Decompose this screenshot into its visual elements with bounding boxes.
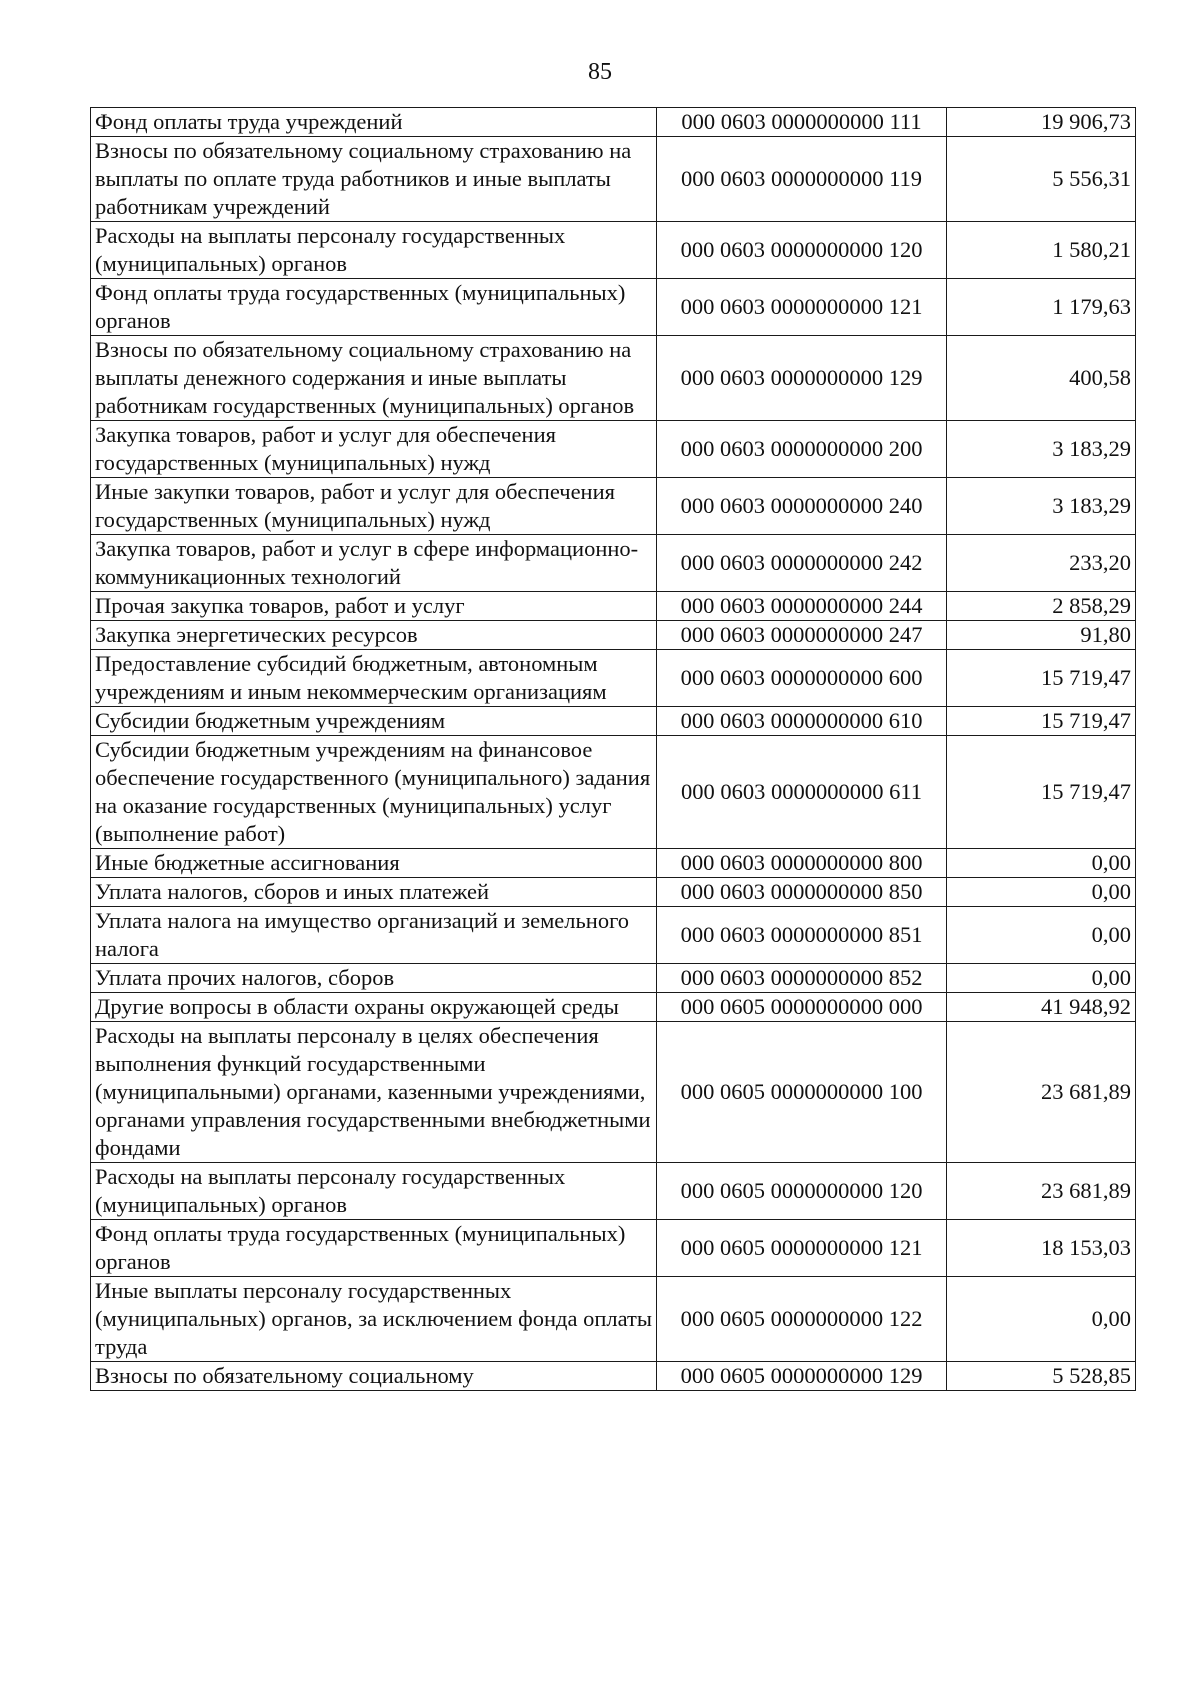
table-row <box>91 108 1136 137</box>
amount-cell: 233,20 <box>947 535 1136 592</box>
amount-cell: 5 528,85 <box>947 1362 1136 1391</box>
budget-table-body <box>91 108 1136 1391</box>
expense-name-cell: Другие вопросы в области охраны окружающей среды <box>91 993 657 1022</box>
table-row <box>91 336 1136 421</box>
expense-name-cell: Фонд оплаты труда учреждений <box>91 108 657 137</box>
table-row <box>91 222 1136 279</box>
amount-cell: 91,80 <box>947 621 1136 650</box>
table-row <box>91 137 1136 222</box>
budget-code-cell: 000 0603 0000000000 129 <box>657 336 947 421</box>
amount-cell: 15 719,47 <box>947 707 1136 736</box>
amount-cell: 23 681,89 <box>947 1022 1136 1163</box>
amount-cell: 5 556,31 <box>947 137 1136 222</box>
expense-name-cell: Уплата прочих налогов, сборов <box>91 964 657 993</box>
table-row <box>91 621 1136 650</box>
table-row <box>91 1163 1136 1220</box>
amount-cell: 19 906,73 <box>947 108 1136 137</box>
expense-name-cell: Закупка энергетических ресурсов <box>91 621 657 650</box>
expense-name-cell: Иные выплаты персоналу государственных (муниципальных) органов, за исключением фонда оплаты труда <box>91 1277 657 1362</box>
budget-code-cell: 000 0603 0000000000 852 <box>657 964 947 993</box>
expense-name-cell: Фонд оплаты труда государственных (муниципальных) органов <box>91 1220 657 1277</box>
amount-cell: 1 179,63 <box>947 279 1136 336</box>
budget-code-cell: 000 0603 0000000000 200 <box>657 421 947 478</box>
expense-name-cell: Расходы на выплаты персоналу государственных (муниципальных) органов <box>91 222 657 279</box>
table-row <box>91 592 1136 621</box>
amount-cell: 18 153,03 <box>947 1220 1136 1277</box>
budget-code-cell: 000 0605 0000000000 000 <box>657 993 947 1022</box>
budget-code-cell: 000 0603 0000000000 240 <box>657 478 947 535</box>
amount-cell: 23 681,89 <box>947 1163 1136 1220</box>
table-row <box>91 421 1136 478</box>
budget-code-cell: 000 0605 0000000000 122 <box>657 1277 947 1362</box>
budget-code-cell: 000 0603 0000000000 119 <box>657 137 947 222</box>
expense-name-cell: Закупка товаров, работ и услуг для обеспечения государственных (муниципальных) нужд <box>91 421 657 478</box>
amount-cell: 15 719,47 <box>947 736 1136 849</box>
amount-cell: 2 858,29 <box>947 592 1136 621</box>
amount-cell: 1 580,21 <box>947 222 1136 279</box>
expense-name-cell: Взносы по обязательному социальному страхованию на выплаты денежного содержания и иные выплаты работникам государственных (муниципальных) органов <box>91 336 657 421</box>
budget-code-cell: 000 0603 0000000000 851 <box>657 907 947 964</box>
budget-code-cell: 000 0605 0000000000 100 <box>657 1022 947 1163</box>
table-row <box>91 535 1136 592</box>
budget-code-cell: 000 0603 0000000000 244 <box>657 592 947 621</box>
table-row <box>91 878 1136 907</box>
table-row <box>91 650 1136 707</box>
table-row <box>91 478 1136 535</box>
expense-name-cell: Прочая закупка товаров, работ и услуг <box>91 592 657 621</box>
amount-cell: 3 183,29 <box>947 478 1136 535</box>
expense-name-cell: Предоставление субсидий бюджетным, автономным учреждениям и иным некоммерческим организациям <box>91 650 657 707</box>
budget-code-cell: 000 0603 0000000000 121 <box>657 279 947 336</box>
table-row <box>91 1362 1136 1391</box>
budget-code-cell: 000 0603 0000000000 610 <box>657 707 947 736</box>
expense-name-cell: Уплата налога на имущество организаций и земельного налога <box>91 907 657 964</box>
budget-code-cell: 000 0603 0000000000 120 <box>657 222 947 279</box>
amount-cell: 3 183,29 <box>947 421 1136 478</box>
table-row <box>91 279 1136 336</box>
amount-cell: 15 719,47 <box>947 650 1136 707</box>
table-row <box>91 707 1136 736</box>
expense-name-cell: Закупка товаров, работ и услуг в сфере информационно-коммуникационных технологий <box>91 535 657 592</box>
table-row <box>91 907 1136 964</box>
budget-code-cell: 000 0605 0000000000 120 <box>657 1163 947 1220</box>
budget-table <box>90 107 1136 1391</box>
table-row <box>91 993 1136 1022</box>
table-row <box>91 736 1136 849</box>
expense-name-cell: Фонд оплаты труда государственных (муниципальных) органов <box>91 279 657 336</box>
budget-code-cell: 000 0603 0000000000 247 <box>657 621 947 650</box>
budget-code-cell: 000 0603 0000000000 111 <box>657 108 947 137</box>
expense-name-cell: Иные закупки товаров, работ и услуг для обеспечения государственных (муниципальных) нужд <box>91 478 657 535</box>
expense-name-cell: Взносы по обязательному социальному <box>91 1362 657 1391</box>
page-number: 85 <box>588 59 612 85</box>
table-row <box>91 1022 1136 1163</box>
expense-name-cell: Расходы на выплаты персоналу государственных (муниципальных) органов <box>91 1163 657 1220</box>
amount-cell: 0,00 <box>947 907 1136 964</box>
table-row <box>91 964 1136 993</box>
expense-name-cell: Субсидии бюджетным учреждениям на финансовое обеспечение государственного (муниципального) задания на оказание государственных (муниципальных) услуг (выполнение работ) <box>91 736 657 849</box>
amount-cell: 41 948,92 <box>947 993 1136 1022</box>
table-row <box>91 1220 1136 1277</box>
budget-code-cell: 000 0605 0000000000 121 <box>657 1220 947 1277</box>
expense-name-cell: Взносы по обязательному социальному страхованию на выплаты по оплате труда работников и иные выплаты работникам учреждений <box>91 137 657 222</box>
amount-cell: 0,00 <box>947 849 1136 878</box>
table-row <box>91 849 1136 878</box>
budget-code-cell: 000 0603 0000000000 600 <box>657 650 947 707</box>
budget-code-cell: 000 0603 0000000000 611 <box>657 736 947 849</box>
table-row <box>91 1277 1136 1362</box>
budget-code-cell: 000 0605 0000000000 129 <box>657 1362 947 1391</box>
expense-name-cell: Иные бюджетные ассигнования <box>91 849 657 878</box>
expense-name-cell: Расходы на выплаты персоналу в целях обеспечения выполнения функций государственными (муниципальными) органами, казенными учреждениями, органами управления государственными внебюджетными фондами <box>91 1022 657 1163</box>
amount-cell: 400,58 <box>947 336 1136 421</box>
budget-code-cell: 000 0603 0000000000 800 <box>657 849 947 878</box>
budget-code-cell: 000 0603 0000000000 850 <box>657 878 947 907</box>
amount-cell: 0,00 <box>947 1277 1136 1362</box>
amount-cell: 0,00 <box>947 878 1136 907</box>
amount-cell: 0,00 <box>947 964 1136 993</box>
budget-code-cell: 000 0603 0000000000 242 <box>657 535 947 592</box>
expense-name-cell: Субсидии бюджетным учреждениям <box>91 707 657 736</box>
expense-name-cell: Уплата налогов, сборов и иных платежей <box>91 878 657 907</box>
